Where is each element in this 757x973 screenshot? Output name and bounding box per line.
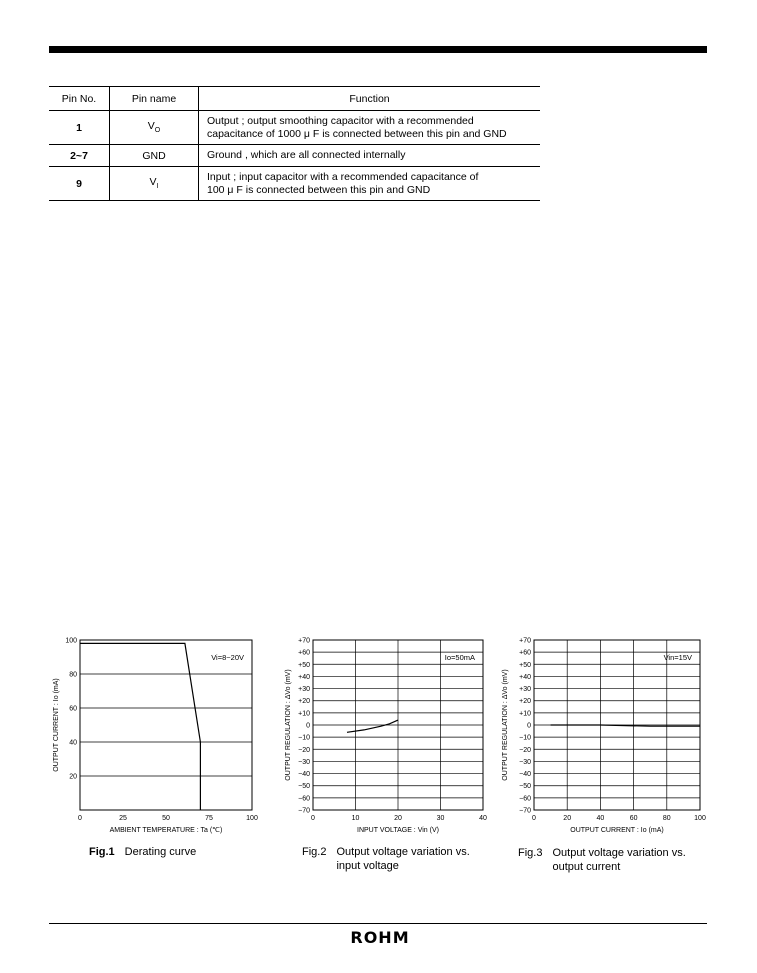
figure-title: Derating curve — [124, 846, 197, 858]
chart-output-current-svg — [497, 630, 712, 835]
figure-label: Fig.2 — [302, 846, 327, 858]
table-row — [49, 145, 540, 167]
pin-name: $V_O$ — [110, 111, 199, 145]
y-tick-label: 40 — [69, 739, 77, 747]
x-tick-label: 25 — [119, 815, 127, 822]
figure-title-line: Output voltage variation vs. — [336, 846, 470, 858]
y-axis-title: OUTPUT REGULATION : ΔVo (mV) — [502, 669, 509, 781]
chart-derating-curve — [50, 630, 265, 840]
x-tick-label: 80 — [662, 815, 671, 822]
y-tick-label: +40 — [298, 673, 310, 681]
x-tick-label: 40 — [479, 815, 487, 822]
x-tick-label: 20 — [394, 815, 402, 822]
x-tick-label: 20 — [563, 815, 572, 822]
pin-name: $V_I$ — [110, 167, 199, 201]
col-header-pin-no: Pin No. — [49, 87, 110, 111]
y-tick-label: 0 — [306, 722, 310, 730]
table-row — [49, 111, 540, 145]
y-tick-label: −20 — [298, 746, 310, 754]
y-tick-label: −60 — [519, 795, 531, 803]
y-tick-label: −40 — [298, 771, 310, 779]
x-axis-title: AMBIENT TEMPERATURE : Ta (℃) — [109, 827, 223, 834]
x-tick-label: 10 — [351, 815, 360, 822]
y-tick-label: +40 — [519, 673, 531, 681]
x-tick-label: 30 — [436, 815, 445, 822]
y-tick-label: +30 — [298, 686, 310, 694]
y-tick-label: 100 — [65, 637, 77, 645]
y-tick-label: −70 — [519, 807, 531, 815]
y-axis-title: OUTPUT CURRENT : Io (mA) — [53, 678, 60, 772]
y-tick-label: 60 — [69, 705, 77, 713]
y-tick-label: +50 — [298, 661, 310, 669]
series-line — [347, 720, 398, 732]
x-tick-label: 0 — [532, 815, 536, 822]
pin-name: GND — [110, 145, 199, 167]
y-tick-label: +70 — [298, 637, 310, 645]
y-tick-label: −50 — [298, 783, 310, 791]
y-tick-label: −30 — [519, 758, 531, 766]
y-tick-label: −30 — [298, 758, 310, 766]
figure-caption-3 — [518, 846, 686, 874]
y-tick-label: +60 — [519, 649, 531, 657]
plot-frame — [80, 640, 252, 810]
y-tick-label: +70 — [519, 637, 531, 645]
x-tick-label: 100 — [246, 815, 258, 822]
figure-title-line: input voltage — [336, 860, 399, 872]
y-tick-label: +10 — [298, 710, 310, 718]
table-row — [49, 167, 540, 201]
chart-voltage-vs-input — [280, 630, 495, 840]
x-tick-label: 0 — [78, 815, 82, 822]
x-tick-label: 0 — [311, 815, 315, 822]
figure-title-line: output current — [552, 861, 621, 873]
chart-derating-svg — [50, 630, 265, 835]
footer-rule — [49, 923, 707, 924]
figure-label: Fig.1 — [89, 846, 115, 858]
y-tick-label: +30 — [519, 686, 531, 694]
y-tick-label: −10 — [298, 734, 310, 742]
y-tick-label: +20 — [298, 698, 310, 706]
y-axis-title: OUTPUT REGULATION : ΔVo (mV) — [285, 669, 292, 781]
y-tick-label: −10 — [519, 734, 531, 742]
figure-title-line: Output voltage variation vs. — [552, 847, 686, 859]
x-axis-title: OUTPUT CURRENT : Io (mA) — [570, 827, 664, 834]
y-tick-label: +60 — [298, 649, 310, 657]
chart-annotation: Vi=8~20V — [211, 653, 244, 662]
y-tick-label: −20 — [519, 746, 531, 754]
x-axis-title: INPUT VOLTAGE : Vin (V) — [357, 827, 439, 834]
rohm-logo: ROHM — [350, 928, 410, 947]
y-tick-label: −60 — [298, 795, 310, 803]
figure-caption-2 — [302, 845, 470, 873]
x-tick-label: 60 — [629, 815, 638, 822]
header-rule — [49, 46, 707, 53]
y-tick-label: +20 — [519, 698, 531, 706]
pin-number: 1 — [49, 111, 110, 145]
table-header-row — [49, 87, 540, 111]
pin-function: Input ; input capacitor with a recommended capacitance of 100 μ F is connected between this pin and GND — [199, 167, 541, 201]
y-tick-label: +50 — [519, 661, 531, 669]
y-tick-label: 0 — [527, 722, 531, 730]
y-tick-label: 80 — [69, 671, 77, 679]
pin-table — [49, 86, 540, 201]
col-header-function: Function — [199, 87, 541, 111]
x-tick-label: 100 — [694, 815, 706, 822]
pin-number: 2~7 — [49, 145, 110, 167]
chart-input-voltage-svg — [280, 630, 495, 835]
x-tick-label: 75 — [205, 815, 213, 822]
chart-voltage-vs-current — [497, 630, 712, 840]
col-header-pin-name: Pin name — [110, 87, 199, 111]
pin-function: Ground , which are all connected internally — [199, 145, 541, 167]
y-tick-label: −70 — [298, 807, 310, 815]
pin-function: Output ; output smoothing capacitor with a recommended capacitance of 1000 μ F is connected between this pin and GND — [199, 111, 541, 145]
figure-caption-1 — [89, 845, 196, 859]
y-tick-label: −40 — [519, 771, 531, 779]
y-tick-label: −50 — [519, 783, 531, 791]
pin-number: 9 — [49, 167, 110, 201]
chart-annotation: Io=50mA — [444, 653, 475, 662]
chart-annotation: Vin=15V — [663, 653, 692, 662]
x-tick-label: 40 — [596, 815, 605, 822]
figure-label: Fig.3 — [518, 847, 543, 859]
y-tick-label: 20 — [69, 773, 77, 781]
series-line — [80, 643, 200, 810]
y-tick-label: +10 — [519, 710, 531, 718]
x-tick-label: 50 — [162, 815, 170, 822]
